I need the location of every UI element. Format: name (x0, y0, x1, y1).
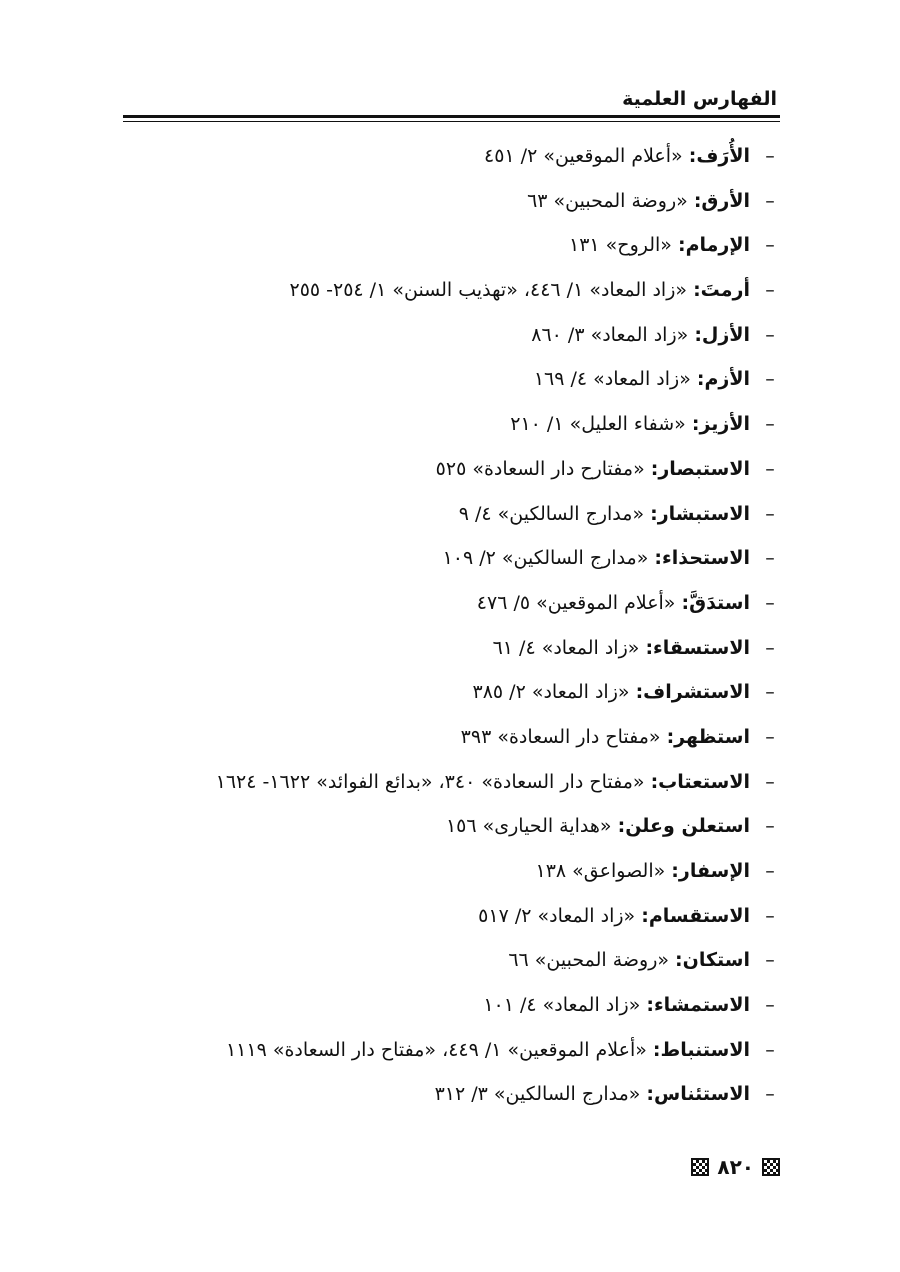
index-entry (120, 357, 780, 402)
entry-headword: استظهر: (666, 725, 750, 748)
entry-dash: – (765, 949, 775, 972)
entry-headword: الاستحذاء: (654, 547, 750, 570)
entry-headword: الاستبصار: (650, 457, 750, 480)
entry-dash: – (765, 725, 775, 748)
header-rule-thin (123, 121, 780, 122)
checkered-square-ornament-icon (691, 1158, 709, 1176)
index-entry (120, 670, 780, 715)
entry-dash: – (765, 904, 775, 927)
entry-headword: أرمتَ: (693, 279, 750, 302)
entry-dash: – (765, 234, 775, 257)
entry-dash: – (765, 189, 775, 212)
index-entry (120, 1072, 780, 1117)
entry-reference: «أعلام الموقعين» ٢/ ٤٥١ (484, 145, 683, 167)
entry-reference: «مدارج السالكين» ٢/ ١٠٩ (442, 547, 649, 570)
index-entry (120, 536, 780, 581)
entry-dash: – (765, 770, 775, 793)
entry-headword: استعلن وعلن: (617, 815, 750, 838)
index-entry (120, 760, 780, 805)
index-entry (120, 492, 780, 537)
entry-dash: – (765, 323, 775, 346)
entry-dash: – (765, 279, 775, 302)
entry-headword: الأزيز: (691, 413, 750, 436)
entry-dash: – (765, 413, 775, 436)
entry-headword: الاستقسام: (641, 904, 750, 927)
entry-reference: «زاد المعاد» ٢/ ٣٨٥ (472, 681, 630, 704)
entry-headword: الاستشراف: (635, 681, 750, 704)
index-entry (120, 715, 780, 760)
entry-reference: «مفتارح دار السعادة» ٥٢٥ (435, 457, 645, 480)
entry-reference: «الصواعق» ١٣٨ (535, 860, 666, 882)
entry-dash: – (765, 502, 775, 525)
entry-headword: الاستسقاء: (645, 636, 750, 659)
entry-reference: «زاد المعاد» ٤/ ١٦٩ (533, 368, 691, 391)
entry-reference: «روضة المحبين» ٦٣ (527, 189, 688, 212)
entry-reference: «الروح» ١٣١ (569, 234, 672, 257)
entry-dash: – (765, 1083, 775, 1106)
entry-dash: – (765, 860, 775, 882)
running-header-title: الفهارس العلمية (622, 88, 777, 110)
index-entry (120, 849, 780, 894)
index-entry (120, 626, 780, 671)
entry-headword: استكان: (675, 949, 750, 972)
index-entry (120, 134, 780, 179)
entry-dash: – (765, 547, 775, 570)
index-entry (120, 894, 780, 939)
entry-reference: «أعلام الموقعين» ١/ ٤٤٩، «مفتاح دار السعادة» ١١١٩ (225, 1038, 647, 1061)
entry-reference: «أعلام الموقعين» ٥/ ٤٧٦ (476, 591, 676, 614)
index-entry (120, 804, 780, 849)
index-entry (120, 1028, 780, 1073)
index-entry (120, 581, 780, 626)
entry-headword: الإسفار: (671, 860, 750, 882)
entry-headword: الاستنباط: (652, 1038, 750, 1061)
entry-headword: الأُرَف: (688, 145, 750, 167)
entry-dash: – (765, 591, 775, 614)
entry-dash: – (765, 681, 775, 704)
index-entry (120, 983, 780, 1028)
entry-headword: الاستبشار: (650, 502, 750, 525)
entry-headword: استدَقَّ: (681, 591, 750, 614)
entry-dash: – (765, 994, 775, 1017)
entry-dash: – (765, 1038, 775, 1061)
entry-headword: الاستئناس: (646, 1083, 750, 1106)
entry-headword: الإرمام: (677, 234, 750, 257)
checkered-square-ornament-icon (762, 1158, 780, 1176)
index-entry (120, 402, 780, 447)
entry-reference: «زاد المعاد» ٣/ ٨٦٠ (531, 323, 689, 346)
index-entry-list (120, 134, 780, 1117)
entry-reference: «مدارج السالكين» ٤/ ٩ (458, 502, 645, 525)
entry-headword: الأزم: (696, 368, 750, 391)
entry-headword: الأرق: (693, 189, 750, 212)
index-entry (120, 179, 780, 224)
entry-headword: الاستمشاء: (646, 994, 750, 1017)
entry-headword: الاستعتاب: (650, 770, 750, 793)
entry-reference: «زاد المعاد» ١/ ٤٤٦، «تهذيب السنن» ١/ ٢٥٤- ٢٥٥ (289, 279, 688, 302)
entry-dash: – (765, 636, 775, 659)
index-entry (120, 938, 780, 983)
entry-dash: – (765, 457, 775, 480)
index-entry (120, 223, 780, 268)
entry-reference: «زاد المعاد» ٤/ ١٠١ (483, 994, 641, 1017)
index-entry (120, 447, 780, 492)
entry-headword: الأزل: (694, 323, 750, 346)
header-rule-thick (123, 115, 780, 118)
entry-dash: – (765, 145, 775, 167)
index-entry (120, 268, 780, 313)
entry-reference: «مدارج السالكين» ٣/ ٣١٢ (434, 1083, 641, 1106)
index-entry (120, 313, 780, 358)
entry-reference: «زاد المعاد» ٢/ ٥١٧ (478, 904, 636, 927)
page-number: ٨٢٠ (717, 1155, 754, 1179)
entry-reference: «زاد المعاد» ٤/ ٦١ (492, 636, 640, 659)
entry-reference: «مفتاح دار السعادة» ٣٩٣ (460, 725, 661, 748)
entry-reference: «هداية الحيارى» ١٥٦ (445, 815, 612, 838)
entry-dash: – (765, 368, 775, 391)
entry-reference: «شفاء العليل» ١/ ٢١٠ (510, 413, 686, 436)
page-footer (691, 1155, 780, 1179)
entry-reference: «روضة المحبين» ٦٦ (508, 949, 669, 972)
entry-reference: «مفتاح دار السعادة» ٣٤٠، «بدائع الفوائد» ١٦٢٢- ١٦٢٤ (215, 770, 645, 793)
entry-dash: – (765, 815, 775, 838)
